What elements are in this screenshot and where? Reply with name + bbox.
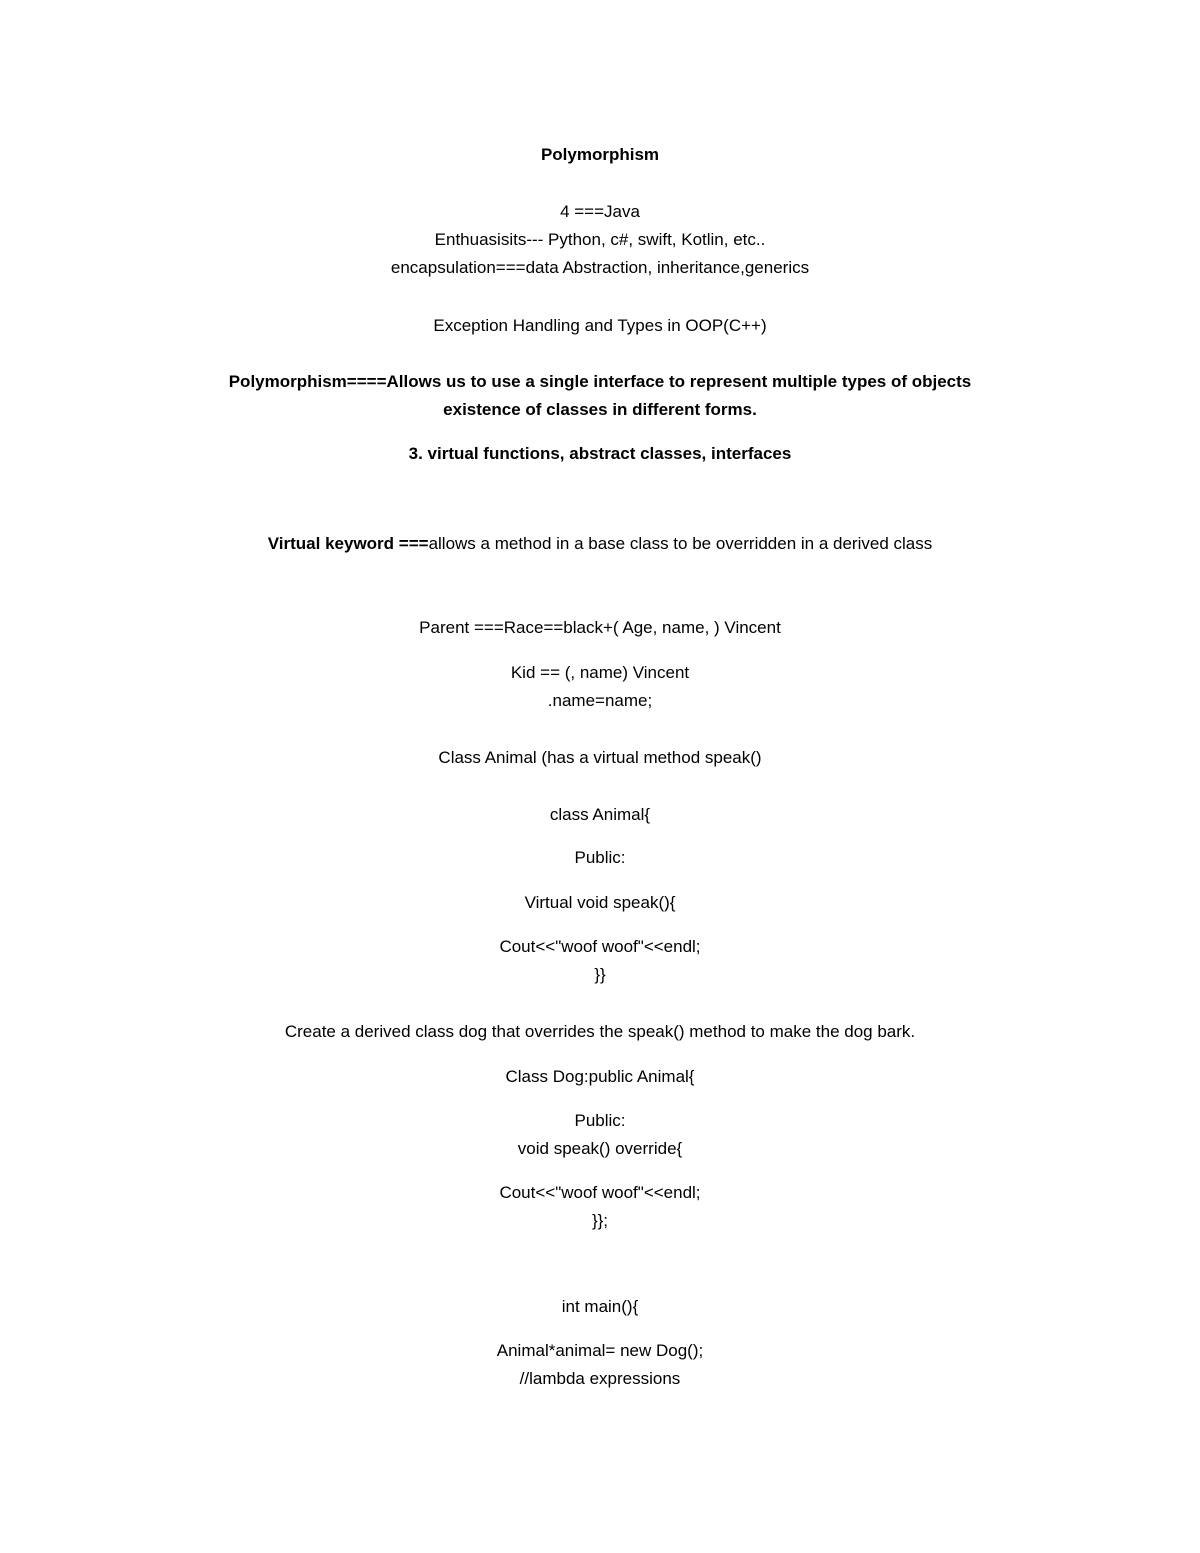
example-line: Create a derived class dog that overrides the speak() method to make the dog bark.: [284, 1022, 916, 1041]
code-line: }}: [594, 965, 606, 984]
code-line: Animal*animal= new Dog();: [496, 1341, 704, 1360]
intro-line: encapsulation===data Abstraction, inheritance,generics: [390, 258, 810, 277]
virtual-keyword-label: Virtual keyword ===: [267, 534, 429, 553]
definition-line: existence of classes in different forms.: [443, 400, 757, 419]
code-line: Public:: [574, 1111, 626, 1130]
code-line: Class Dog:public Animal{: [505, 1067, 695, 1086]
exception-line: Exception Handling and Types in OOP(C++): [433, 316, 767, 335]
code-line: }};: [591, 1211, 609, 1230]
code-line: Public:: [574, 848, 626, 867]
document-title: Polymorphism: [540, 145, 660, 164]
code-line: void speak() override{: [517, 1139, 683, 1158]
code-line: Virtual void speak(){: [524, 893, 676, 912]
code-line: Cout<<"woof woof"<<endl;: [499, 1183, 701, 1202]
code-line: int main(){: [561, 1297, 639, 1316]
definition-line: Polymorphism====Allows us to use a single interface to represent multiple types of objects: [228, 372, 972, 391]
intro-line: 4 ===Java: [560, 202, 640, 221]
example-line: Class Animal (has a virtual method speak(): [438, 748, 762, 767]
types-line: 3. virtual functions, abstract classes, interfaces: [408, 444, 792, 463]
virtual-keyword-line: [0, 533, 1200, 555]
example-line: Kid == (, name) Vincent: [510, 663, 690, 682]
code-line: class Animal{: [549, 805, 651, 824]
virtual-keyword-text: allows a method in a base class to be overridden in a derived class: [428, 534, 933, 553]
code-line: //lambda expressions: [519, 1369, 681, 1388]
code-line: Cout<<"woof woof"<<endl;: [499, 937, 701, 956]
intro-line: Enthuasisits--- Python, c#, swift, Kotlin, etc..: [434, 230, 766, 249]
example-line: Parent ===Race==black+( Age, name, ) Vincent: [419, 618, 781, 637]
example-line: .name=name;: [547, 691, 653, 710]
